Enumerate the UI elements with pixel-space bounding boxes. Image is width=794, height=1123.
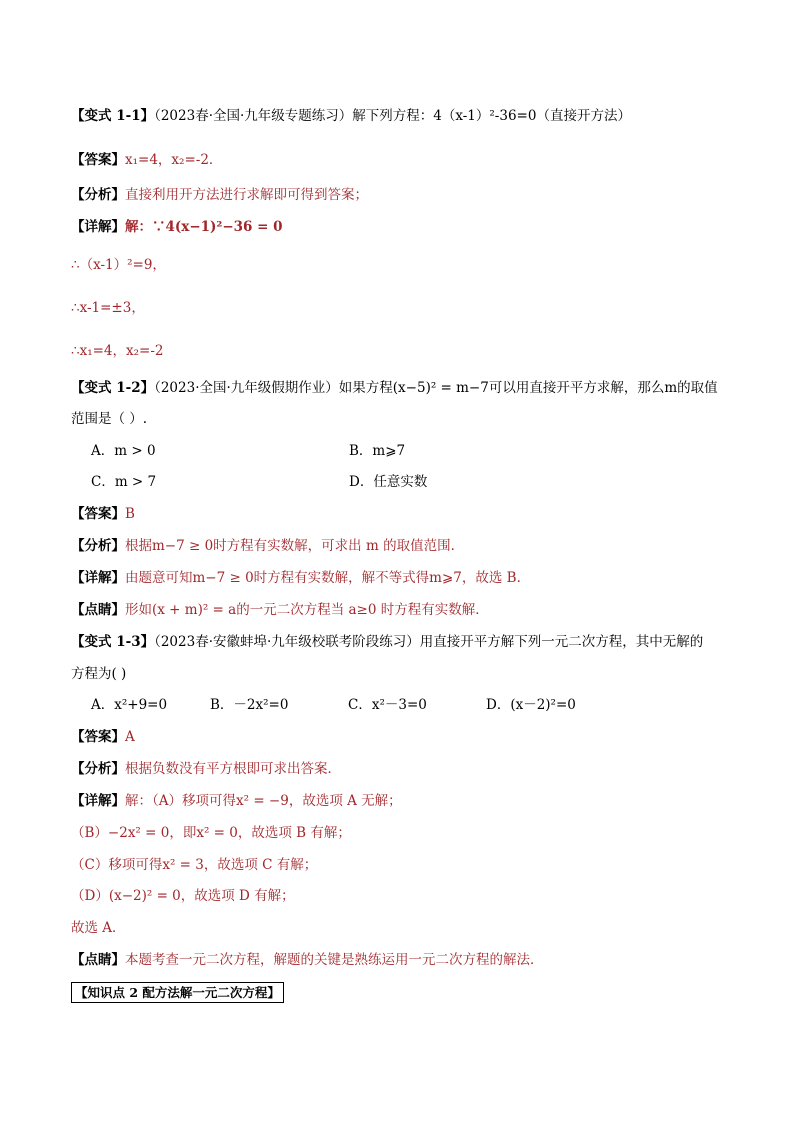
analysis-text: 根据m−7 ≥ 0时方程有实数解，可求出 m 的取值范围．	[125, 538, 465, 554]
solution-step: ∴x₁=4，x₂=-2	[71, 343, 164, 359]
answer-tag: 【答案】	[71, 152, 125, 168]
answer-line	[71, 504, 135, 524]
detail-text: 解：∵4(x−1)²−36 = 0	[125, 219, 283, 235]
option-d: D．任意实数	[349, 474, 428, 490]
answer-line	[71, 727, 135, 747]
comment-line	[71, 950, 544, 970]
analysis-tag: 【分析】	[71, 538, 125, 554]
analysis-line	[71, 536, 464, 556]
option-a: A．x²+9=0	[91, 697, 168, 713]
question-stem: （2023春·安徽蚌埠·九年级校联考阶段练习）用直接开平方解下列一元二次方程，其中无解的	[154, 634, 704, 650]
solution-step: （D）(x−2)² = 0，故选项 D 有解；	[71, 888, 295, 904]
option-b: B．m⩾7	[349, 443, 406, 459]
question-stem: （2023春·全国·九年级专题练习）解下列方程：4（x-1）²-36=0（直接开方法）	[154, 108, 631, 124]
detail-line	[71, 217, 283, 237]
answer-line	[71, 150, 222, 170]
solution-step: （B）−2x² = 0，即x² = 0，故选项 B 有解；	[71, 825, 351, 841]
detail-line	[71, 568, 530, 588]
variant-1-3-question	[71, 632, 703, 652]
solution-step: ∴（x-1）²=9，	[71, 257, 166, 273]
variant-1-1-question	[71, 106, 631, 126]
analysis-tag: 【分析】	[71, 761, 125, 777]
comment-tag: 【点睛】	[71, 602, 125, 618]
conclusion: 故选 A．	[71, 920, 126, 936]
option-b: B．－2x²=0	[210, 697, 289, 713]
comment-text: 形如(x + m)² = a的一元二次方程当 a≥0 时方程有实数解．	[125, 602, 489, 618]
solution-step: （C）移项可得x² = 3，故选项 C 有解；	[71, 857, 318, 873]
answer-tag: 【答案】	[71, 506, 125, 522]
option-c: C．x²－3=0	[348, 697, 427, 713]
comment-text: 本题考查一元二次方程，解题的关键是熟练运用一元二次方程的解法．	[125, 952, 544, 968]
analysis-text: 直接利用开方法进行求解即可得到答案；	[125, 187, 368, 203]
detail-line	[71, 791, 402, 811]
question-stem-continued: 方程为( )	[71, 666, 127, 682]
variant-tag: 【变式 1-2】	[71, 380, 155, 396]
question-stem: （2023·全国·九年级假期作业）如果方程(x−5)² = m−7可以用直接开平方求解，那么m的取值	[154, 380, 718, 396]
variant-tag: 【变式 1-1】	[71, 108, 155, 124]
knowledge-point-heading: 【知识点 2 配方法解一元二次方程】	[71, 982, 284, 1003]
answer-tag: 【答案】	[71, 729, 125, 745]
analysis-tag: 【分析】	[71, 187, 125, 203]
variant-tag: 【变式 1-3】	[71, 634, 155, 650]
answer-text: A	[125, 729, 135, 745]
answer-text: x₁=4，x₂=-2．	[125, 152, 223, 168]
comment-line	[71, 600, 489, 620]
option-a: A．m > 0	[91, 443, 156, 459]
solution-step: ∴x-1=±3，	[71, 300, 145, 316]
option-d: D．(x－2)²=0	[486, 697, 576, 713]
detail-text: 解：（A）移项可得x² = −9，故选项 A 无解；	[125, 793, 402, 809]
detail-tag: 【详解】	[71, 570, 125, 586]
analysis-text: 根据负数没有平方根即可求出答案．	[125, 761, 341, 777]
question-stem-continued: 范围是（ ）.	[71, 411, 148, 427]
option-c: C．m > 7	[91, 474, 157, 490]
detail-tag: 【详解】	[71, 793, 125, 809]
detail-tag: 【详解】	[71, 219, 125, 235]
analysis-line	[71, 185, 368, 205]
detail-text: 由题意可知m−7 ≥ 0时方程有实数解，解不等式得m⩾7，故选 B．	[125, 570, 531, 586]
answer-text: B	[125, 506, 135, 522]
comment-tag: 【点睛】	[71, 952, 125, 968]
variant-1-2-question	[71, 378, 718, 398]
analysis-line	[71, 759, 341, 779]
